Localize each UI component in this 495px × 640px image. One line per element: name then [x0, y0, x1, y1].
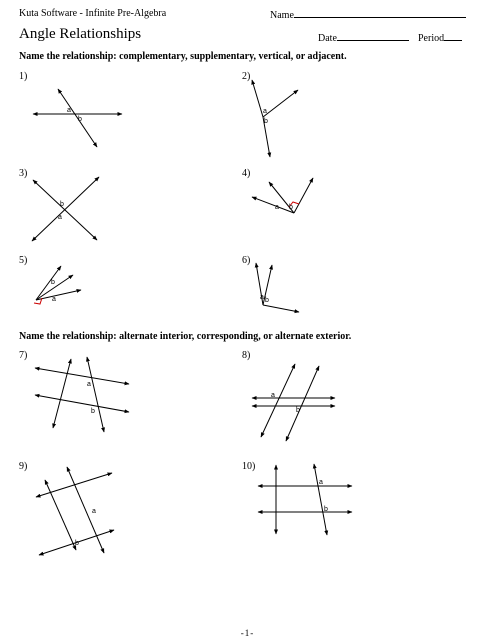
angle-label-b: b [78, 116, 82, 123]
problem-number-9: 9) [19, 461, 28, 472]
problem-number-5: 5) [19, 255, 28, 266]
page-title: Angle Relationships [19, 26, 142, 42]
angle-label-a: a [271, 392, 275, 399]
page-number: -1- [240, 628, 255, 638]
angle-label-a: a [87, 381, 91, 388]
angle-label-a: a [58, 214, 62, 221]
problem-number-7: 7) [19, 350, 28, 361]
angle-label-a: a [67, 107, 71, 114]
name-label: Name [270, 10, 294, 21]
angle-label-b: b [324, 506, 328, 513]
date-label: Date [318, 33, 337, 44]
problem-number-3: 3) [19, 168, 28, 179]
angle-label-b: b [60, 201, 64, 208]
angle-label-b: b [91, 408, 95, 415]
angle-label-a: a [275, 204, 279, 211]
section-instruction-1: Name the relationship: complementary, supplementary, vertical, or adjacent. [19, 51, 347, 62]
angle-label-a: a [52, 296, 56, 303]
angle-label-b: b [264, 118, 268, 125]
line [314, 464, 327, 535]
angle-label-b: b [296, 407, 300, 414]
section-instruction-2: Name the relationship: alternate interior, corresponding, or alternate exterior. [19, 331, 352, 342]
problem-number-10: 10) [242, 461, 256, 472]
problem-number-4: 4) [242, 168, 251, 179]
problem-number-8: 8) [242, 350, 251, 361]
problem-number-1: 1) [19, 71, 28, 82]
angle-label-b: b [75, 540, 79, 547]
angle-label-a: a [263, 108, 267, 115]
angle-label-b: b [289, 204, 293, 211]
angle-label-a: a [260, 294, 264, 301]
problem-number-2: 2) [242, 71, 251, 82]
angle-label-b: b [265, 297, 269, 304]
angle-label-a: a [92, 508, 96, 515]
period-label: Period [418, 33, 445, 44]
source-label: Kuta Software - Infinite Pre-Algebra [19, 8, 167, 19]
angle-label-a: a [319, 479, 323, 486]
angle-label-b: b [51, 279, 55, 286]
problem-number-6: 6) [242, 255, 251, 266]
